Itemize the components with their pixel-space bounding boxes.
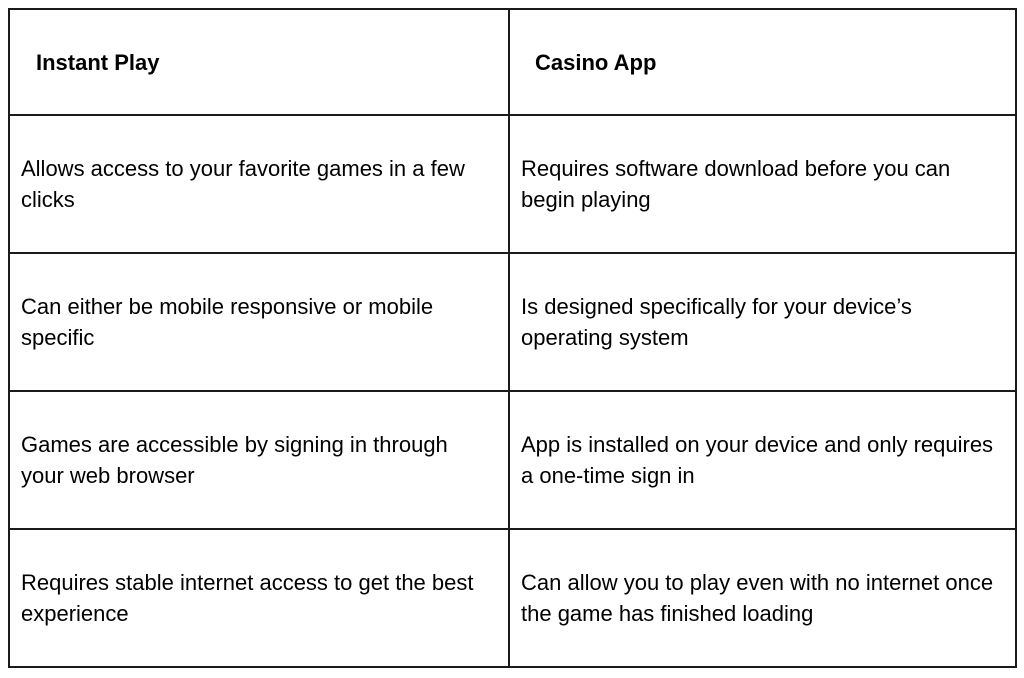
table-row	[9, 253, 1016, 391]
table-row	[9, 529, 1016, 667]
header-instant-play: Instant Play	[9, 9, 509, 115]
table-cell: App is installed on your device and only requires a one-time sign in	[509, 391, 1016, 529]
table-cell: Allows access to your favorite games in a few clicks	[9, 115, 509, 253]
table-row	[9, 391, 1016, 529]
comparison-table	[8, 8, 1017, 668]
table-cell: Is designed specifically for your device’s operating system	[509, 253, 1016, 391]
table-cell: Games are accessible by signing in through your web browser	[9, 391, 509, 529]
table-row	[9, 115, 1016, 253]
table-cell: Can allow you to play even with no internet once the game has finished loading	[509, 529, 1016, 667]
table-cell: Requires software download before you can begin playing	[509, 115, 1016, 253]
table-header-row	[9, 9, 1016, 115]
table-cell: Requires stable internet access to get the best experience	[9, 529, 509, 667]
table-cell: Can either be mobile responsive or mobile specific	[9, 253, 509, 391]
header-casino-app: Casino App	[509, 9, 1016, 115]
